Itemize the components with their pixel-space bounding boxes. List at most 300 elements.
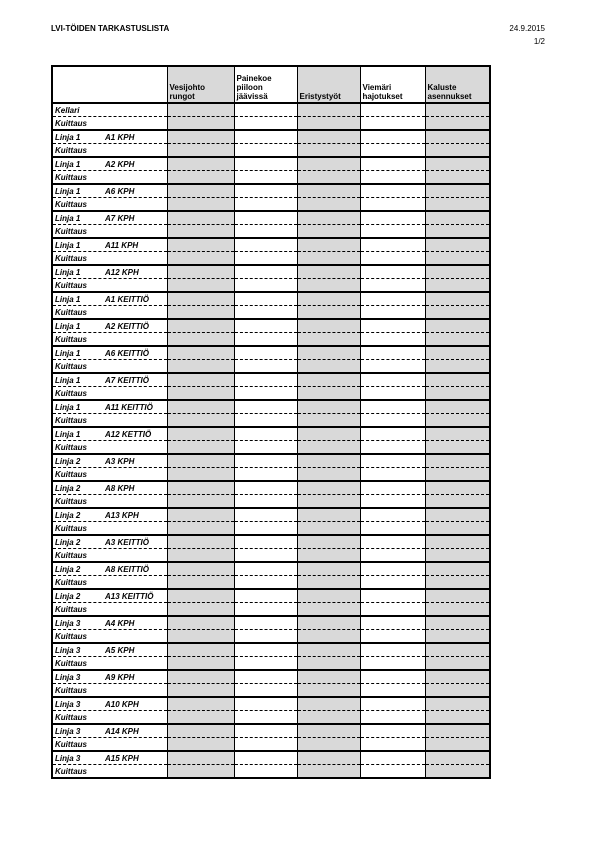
check-cell[interactable] [234, 481, 297, 495]
check-cell[interactable] [425, 184, 490, 198]
confirm-cell[interactable] [360, 630, 425, 644]
row-label [52, 427, 167, 441]
confirm-cell[interactable] [360, 495, 425, 509]
check-cell[interactable] [297, 508, 360, 522]
confirm-row [52, 117, 490, 131]
confirm-cell[interactable] [297, 306, 360, 320]
confirm-row [52, 576, 490, 590]
confirm-cell[interactable] [297, 738, 360, 752]
check-cell[interactable] [425, 130, 490, 144]
confirm-cell[interactable] [425, 198, 490, 212]
check-cell[interactable] [360, 643, 425, 657]
check-cell[interactable] [234, 670, 297, 684]
confirm-cell[interactable] [425, 360, 490, 374]
check-cell[interactable] [425, 238, 490, 252]
confirm-cell[interactable] [234, 630, 297, 644]
confirm-row [52, 144, 490, 158]
confirm-label: Kuittaus [52, 171, 167, 185]
confirm-label: Kuittaus [52, 333, 167, 347]
confirm-cell[interactable] [234, 414, 297, 428]
confirm-cell[interactable] [234, 387, 297, 401]
check-cell[interactable] [167, 535, 234, 549]
row-unit-label: A13 KEITTIÖ [105, 592, 154, 601]
confirm-cell[interactable] [297, 117, 360, 131]
check-cell[interactable] [360, 211, 425, 225]
table-row [52, 157, 490, 171]
confirm-label: Kuittaus [52, 387, 167, 401]
check-cell[interactable] [234, 238, 297, 252]
confirm-cell[interactable] [425, 171, 490, 185]
check-cell[interactable] [167, 292, 234, 306]
confirm-cell[interactable] [234, 171, 297, 185]
confirm-cell[interactable] [360, 279, 425, 293]
check-cell[interactable] [297, 562, 360, 576]
check-cell[interactable] [297, 157, 360, 171]
confirm-cell[interactable] [297, 684, 360, 698]
check-cell[interactable] [360, 697, 425, 711]
confirm-cell[interactable] [234, 468, 297, 482]
check-cell[interactable] [425, 427, 490, 441]
check-cell[interactable] [425, 319, 490, 333]
row-line-label: Linja 1 [55, 295, 81, 304]
check-cell[interactable] [360, 130, 425, 144]
row-label [52, 670, 167, 684]
check-cell[interactable] [297, 454, 360, 468]
confirm-cell[interactable] [425, 657, 490, 671]
confirm-cell[interactable] [167, 522, 234, 536]
check-cell[interactable] [234, 508, 297, 522]
check-cell[interactable] [425, 643, 490, 657]
confirm-cell[interactable] [360, 738, 425, 752]
document-date: 24.9.2015 [509, 24, 545, 33]
check-cell[interactable] [297, 265, 360, 279]
row-unit-label: A6 KPH [105, 187, 135, 196]
confirm-cell[interactable] [425, 441, 490, 455]
check-cell[interactable] [234, 157, 297, 171]
confirm-cell[interactable] [234, 117, 297, 131]
confirm-cell[interactable] [297, 144, 360, 158]
check-cell[interactable] [167, 157, 234, 171]
confirm-cell[interactable] [167, 468, 234, 482]
check-cell[interactable] [360, 319, 425, 333]
check-cell[interactable] [167, 562, 234, 576]
check-cell[interactable] [234, 346, 297, 360]
confirm-row [52, 252, 490, 266]
check-cell[interactable] [234, 589, 297, 603]
confirm-cell[interactable] [234, 549, 297, 563]
row-line-label: Linja 1 [55, 133, 81, 142]
check-cell[interactable] [297, 184, 360, 198]
row-unit-label: A5 KPH [105, 646, 135, 655]
check-cell[interactable] [425, 292, 490, 306]
confirm-label: Kuittaus [52, 441, 167, 455]
check-cell[interactable] [297, 643, 360, 657]
document-title: LVI-TÖIDEN TARKASTUSLISTA [51, 24, 170, 33]
confirm-cell[interactable] [297, 630, 360, 644]
confirm-cell[interactable] [360, 468, 425, 482]
confirm-cell[interactable] [297, 549, 360, 563]
confirm-row [52, 279, 490, 293]
confirm-cell[interactable] [360, 306, 425, 320]
check-cell[interactable] [234, 130, 297, 144]
confirm-cell[interactable] [360, 765, 425, 779]
check-cell[interactable] [297, 211, 360, 225]
check-cell[interactable] [234, 535, 297, 549]
confirm-cell[interactable] [360, 441, 425, 455]
check-cell[interactable] [425, 454, 490, 468]
confirm-cell[interactable] [297, 252, 360, 266]
check-cell[interactable] [234, 643, 297, 657]
row-line-label: Linja 2 [55, 565, 81, 574]
confirm-label: Kuittaus [52, 306, 167, 320]
confirm-cell[interactable] [234, 279, 297, 293]
check-cell[interactable] [167, 589, 234, 603]
row-line-label: Linja 1 [55, 214, 81, 223]
confirm-cell[interactable] [167, 711, 234, 725]
confirm-row [52, 225, 490, 239]
confirm-cell[interactable] [360, 522, 425, 536]
check-cell[interactable] [360, 589, 425, 603]
confirm-cell[interactable] [234, 495, 297, 509]
confirm-cell[interactable] [167, 360, 234, 374]
confirm-cell[interactable] [425, 603, 490, 617]
confirm-cell[interactable] [234, 198, 297, 212]
row-label [52, 292, 167, 306]
row-unit-label: A9 KPH [105, 673, 135, 682]
check-cell[interactable] [167, 454, 234, 468]
table-row [52, 508, 490, 522]
confirm-cell[interactable] [297, 468, 360, 482]
row-label [52, 724, 167, 738]
check-cell[interactable] [360, 616, 425, 630]
confirm-cell[interactable] [360, 225, 425, 239]
confirm-cell[interactable] [167, 117, 234, 131]
check-cell[interactable] [297, 103, 360, 117]
confirm-cell[interactable] [425, 252, 490, 266]
row-unit-label: A3 KPH [105, 457, 135, 466]
confirm-cell[interactable] [167, 630, 234, 644]
confirm-cell[interactable] [167, 603, 234, 617]
check-cell[interactable] [360, 157, 425, 171]
check-cell[interactable] [167, 697, 234, 711]
confirm-cell[interactable] [234, 522, 297, 536]
confirm-cell[interactable] [167, 657, 234, 671]
check-cell[interactable] [425, 670, 490, 684]
check-cell[interactable] [425, 616, 490, 630]
confirm-label: Kuittaus [52, 684, 167, 698]
check-cell[interactable] [360, 427, 425, 441]
confirm-cell[interactable] [234, 360, 297, 374]
confirm-cell[interactable] [360, 414, 425, 428]
check-cell[interactable] [360, 265, 425, 279]
confirm-cell[interactable] [167, 738, 234, 752]
check-cell[interactable] [167, 319, 234, 333]
check-cell[interactable] [425, 535, 490, 549]
check-cell[interactable] [360, 670, 425, 684]
check-cell[interactable] [167, 184, 234, 198]
confirm-cell[interactable] [234, 252, 297, 266]
confirm-cell[interactable] [234, 306, 297, 320]
check-cell[interactable] [360, 103, 425, 117]
check-cell[interactable] [234, 265, 297, 279]
confirm-cell[interactable] [167, 225, 234, 239]
confirm-cell[interactable] [167, 765, 234, 779]
confirm-cell[interactable] [297, 171, 360, 185]
check-cell[interactable] [167, 751, 234, 765]
check-cell[interactable] [425, 103, 490, 117]
confirm-cell[interactable] [425, 738, 490, 752]
confirm-cell[interactable] [297, 522, 360, 536]
confirm-cell[interactable] [425, 144, 490, 158]
confirm-cell[interactable] [234, 765, 297, 779]
confirm-cell[interactable] [297, 441, 360, 455]
confirm-cell[interactable] [167, 252, 234, 266]
confirm-cell[interactable] [297, 657, 360, 671]
confirm-cell[interactable] [360, 171, 425, 185]
check-cell[interactable] [234, 103, 297, 117]
confirm-cell[interactable] [297, 603, 360, 617]
check-cell[interactable] [425, 265, 490, 279]
confirm-cell[interactable] [360, 684, 425, 698]
check-cell[interactable] [360, 724, 425, 738]
check-cell[interactable] [425, 373, 490, 387]
confirm-cell[interactable] [425, 495, 490, 509]
check-cell[interactable] [297, 292, 360, 306]
check-cell[interactable] [167, 373, 234, 387]
confirm-cell[interactable] [297, 225, 360, 239]
check-cell[interactable] [234, 184, 297, 198]
confirm-cell[interactable] [297, 414, 360, 428]
check-cell[interactable] [167, 346, 234, 360]
check-cell[interactable] [425, 751, 490, 765]
check-cell[interactable] [360, 346, 425, 360]
confirm-cell[interactable] [234, 684, 297, 698]
check-cell[interactable] [167, 481, 234, 495]
confirm-cell[interactable] [360, 117, 425, 131]
check-cell[interactable] [297, 427, 360, 441]
confirm-cell[interactable] [360, 549, 425, 563]
check-cell[interactable] [360, 373, 425, 387]
check-cell[interactable] [360, 481, 425, 495]
confirm-cell[interactable] [425, 387, 490, 401]
row-unit-label: A2 KEITTIÖ [105, 322, 150, 331]
confirm-cell[interactable] [360, 360, 425, 374]
confirm-cell[interactable] [425, 711, 490, 725]
check-cell[interactable] [297, 319, 360, 333]
confirm-cell[interactable] [425, 333, 490, 347]
check-cell[interactable] [234, 292, 297, 306]
check-cell[interactable] [234, 751, 297, 765]
row-line-label: Kellari [55, 106, 80, 115]
check-cell[interactable] [167, 238, 234, 252]
confirm-cell[interactable] [297, 198, 360, 212]
confirm-cell[interactable] [234, 576, 297, 590]
check-cell[interactable] [297, 346, 360, 360]
confirm-cell[interactable] [297, 495, 360, 509]
confirm-cell[interactable] [297, 360, 360, 374]
check-cell[interactable] [360, 535, 425, 549]
confirm-cell[interactable] [297, 279, 360, 293]
check-cell[interactable] [425, 724, 490, 738]
check-cell[interactable] [167, 427, 234, 441]
check-cell[interactable] [425, 589, 490, 603]
table-row [52, 427, 490, 441]
confirm-cell[interactable] [425, 522, 490, 536]
confirm-cell[interactable] [360, 198, 425, 212]
confirm-cell[interactable] [234, 657, 297, 671]
check-cell[interactable] [425, 508, 490, 522]
confirm-cell[interactable] [360, 144, 425, 158]
confirm-cell[interactable] [167, 306, 234, 320]
table-row [52, 535, 490, 549]
confirm-cell[interactable] [360, 711, 425, 725]
check-cell[interactable] [234, 724, 297, 738]
row-label [52, 238, 167, 252]
check-cell[interactable] [234, 373, 297, 387]
confirm-cell[interactable] [297, 387, 360, 401]
confirm-cell[interactable] [360, 576, 425, 590]
check-cell[interactable] [234, 427, 297, 441]
check-cell[interactable] [297, 589, 360, 603]
check-cell[interactable] [297, 616, 360, 630]
check-cell[interactable] [425, 562, 490, 576]
check-cell[interactable] [425, 400, 490, 414]
check-cell[interactable] [297, 238, 360, 252]
confirm-cell[interactable] [297, 333, 360, 347]
confirm-cell[interactable] [167, 279, 234, 293]
check-cell[interactable] [297, 724, 360, 738]
confirm-cell[interactable] [425, 549, 490, 563]
confirm-cell[interactable] [167, 576, 234, 590]
check-cell[interactable] [297, 373, 360, 387]
check-cell[interactable] [234, 400, 297, 414]
check-cell[interactable] [234, 319, 297, 333]
check-cell[interactable] [360, 184, 425, 198]
confirm-cell[interactable] [234, 333, 297, 347]
check-cell[interactable] [167, 130, 234, 144]
confirm-cell[interactable] [167, 144, 234, 158]
column-header-3: Eristystyöt [297, 66, 360, 103]
row-label [52, 454, 167, 468]
check-cell[interactable] [360, 454, 425, 468]
row-label [52, 751, 167, 765]
confirm-cell[interactable] [167, 414, 234, 428]
confirm-cell[interactable] [425, 468, 490, 482]
table-row [52, 346, 490, 360]
confirm-cell[interactable] [360, 252, 425, 266]
check-cell[interactable] [360, 508, 425, 522]
confirm-cell[interactable] [425, 684, 490, 698]
row-line-label: Linja 2 [55, 592, 81, 601]
confirm-cell[interactable] [167, 171, 234, 185]
check-cell[interactable] [360, 751, 425, 765]
check-cell[interactable] [234, 616, 297, 630]
table-row [52, 265, 490, 279]
row-line-label: Linja 3 [55, 619, 81, 628]
check-cell[interactable] [425, 697, 490, 711]
check-cell[interactable] [167, 616, 234, 630]
check-cell[interactable] [425, 346, 490, 360]
check-cell[interactable] [167, 670, 234, 684]
confirm-cell[interactable] [425, 225, 490, 239]
check-cell[interactable] [234, 562, 297, 576]
confirm-cell[interactable] [425, 630, 490, 644]
check-cell[interactable] [297, 751, 360, 765]
check-cell[interactable] [425, 211, 490, 225]
row-line-label: Linja 2 [55, 538, 81, 547]
confirm-cell[interactable] [425, 414, 490, 428]
confirm-label: Kuittaus [52, 630, 167, 644]
check-cell[interactable] [297, 535, 360, 549]
check-cell[interactable] [360, 562, 425, 576]
confirm-cell[interactable] [425, 576, 490, 590]
check-cell[interactable] [167, 643, 234, 657]
table-row [52, 130, 490, 144]
confirm-cell[interactable] [297, 765, 360, 779]
check-cell[interactable] [234, 211, 297, 225]
check-cell[interactable] [167, 211, 234, 225]
column-header-4: Viemäri hajotukset [360, 66, 425, 103]
confirm-cell[interactable] [167, 198, 234, 212]
page-number: 1/2 [533, 37, 545, 46]
check-cell[interactable] [167, 103, 234, 117]
confirm-cell[interactable] [167, 333, 234, 347]
confirm-cell[interactable] [297, 711, 360, 725]
confirm-cell[interactable] [167, 684, 234, 698]
check-cell[interactable] [360, 400, 425, 414]
confirm-cell[interactable] [360, 603, 425, 617]
confirm-cell[interactable] [234, 711, 297, 725]
confirm-cell[interactable] [167, 441, 234, 455]
check-cell[interactable] [297, 400, 360, 414]
confirm-cell[interactable] [167, 495, 234, 509]
confirm-cell[interactable] [234, 603, 297, 617]
row-line-label: Linja 1 [55, 430, 81, 439]
check-cell[interactable] [297, 670, 360, 684]
check-cell[interactable] [167, 400, 234, 414]
confirm-cell[interactable] [425, 279, 490, 293]
check-cell[interactable] [167, 724, 234, 738]
check-cell[interactable] [234, 454, 297, 468]
check-cell[interactable] [425, 157, 490, 171]
check-cell[interactable] [167, 265, 234, 279]
check-cell[interactable] [297, 697, 360, 711]
confirm-cell[interactable] [234, 144, 297, 158]
check-cell[interactable] [360, 238, 425, 252]
check-cell[interactable] [234, 697, 297, 711]
confirm-cell[interactable] [234, 738, 297, 752]
confirm-cell[interactable] [167, 549, 234, 563]
row-unit-label: A3 KEITTIÖ [105, 538, 150, 547]
confirm-cell[interactable] [360, 387, 425, 401]
check-cell[interactable] [297, 130, 360, 144]
confirm-cell[interactable] [167, 387, 234, 401]
confirm-cell[interactable] [360, 657, 425, 671]
check-cell[interactable] [360, 292, 425, 306]
confirm-cell[interactable] [297, 576, 360, 590]
confirm-cell[interactable] [425, 765, 490, 779]
table-row [52, 292, 490, 306]
confirm-cell[interactable] [360, 333, 425, 347]
confirm-cell[interactable] [425, 117, 490, 131]
check-cell[interactable] [425, 481, 490, 495]
confirm-cell[interactable] [425, 306, 490, 320]
confirm-cell[interactable] [234, 441, 297, 455]
row-label [52, 562, 167, 576]
check-cell[interactable] [297, 481, 360, 495]
check-cell[interactable] [167, 508, 234, 522]
confirm-cell[interactable] [234, 225, 297, 239]
